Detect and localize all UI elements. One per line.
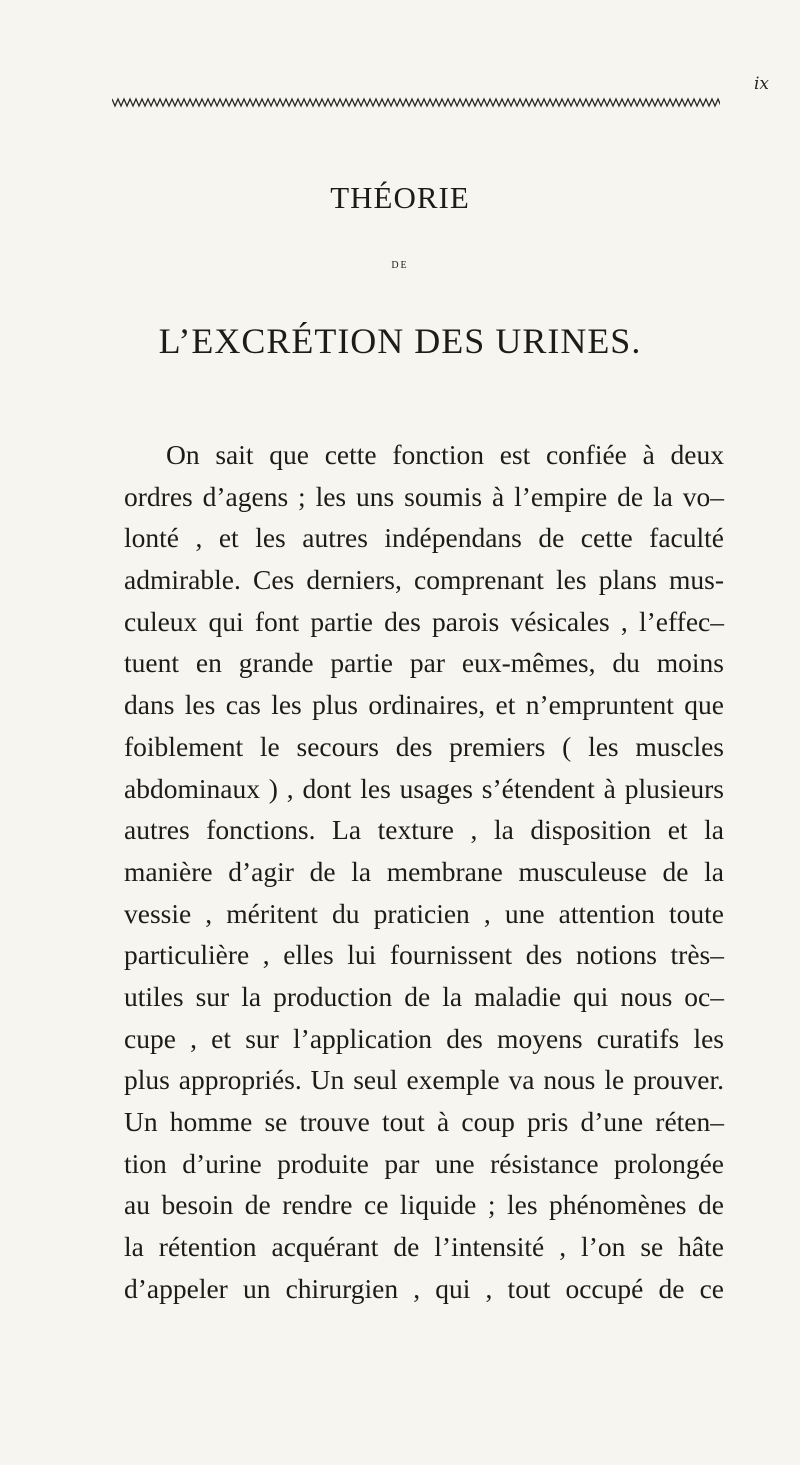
body-line: abdominaux ) , dont les usages s’étendent à plusieurs (124, 772, 724, 804)
body-line: particulière , elles lui fournissent des notions très– (124, 939, 724, 971)
body-line: au besoin de rendre ce liquide ; les phénomènes de (124, 1189, 724, 1221)
body-line: dans les cas les plus ordinaires, et n’empruntent que (124, 689, 724, 721)
body-line: On sait que cette fonction est confiée à deux (166, 439, 724, 470)
body-line: vessie , méritent du praticien , une attention toute (124, 897, 724, 929)
body-line: utiles sur la production de la maladie qui nous oc– (124, 980, 724, 1012)
body-line: admirable. Ces derniers, comprenant les plans mus- (124, 564, 724, 596)
body-line: manière d’agir de la membrane musculeuse de la (124, 855, 724, 887)
body-line: culeux qui font partie des parois vésicales , l’effec– (124, 605, 724, 637)
body-line: plus appropriés. Un seul exemple va nous le prouver. (124, 1064, 724, 1096)
body-line: Un homme se trouve tout à coup pris d’une réten– (124, 1106, 724, 1137)
body-line: la rétention acquérant de l’intensité , l’on se hâte (124, 1231, 724, 1263)
decorative-rule-ornament (112, 95, 720, 109)
body-line: cupe , et sur l’application des moyens curatifs les (124, 1022, 724, 1054)
title-heading: L’EXCRÉTION DES URINES. (158, 321, 642, 361)
title-main: THÉORIE (330, 180, 470, 215)
body-paragraph (124, 434, 724, 1309)
body-line: lonté , et les autres indépendans de cette faculté (124, 522, 724, 554)
page-number: ix (754, 74, 770, 94)
body-line: tion d’urine produite par une résistance prolongée (124, 1147, 724, 1179)
body-line: tuent en grande partie par eux-mêmes, du moins (124, 647, 724, 679)
body-line: foiblement le secours des premiers ( les muscles (124, 730, 724, 762)
title-sub: DE (391, 260, 409, 271)
body-line: d’appeler un chirurgien , qui , tout occupé de ce (124, 1272, 724, 1304)
body-line: autres fonctions. La texture , la disposition et la (124, 814, 724, 846)
body-line: ordres d’agens ; les uns soumis à l’empire de la vo– (124, 480, 724, 512)
